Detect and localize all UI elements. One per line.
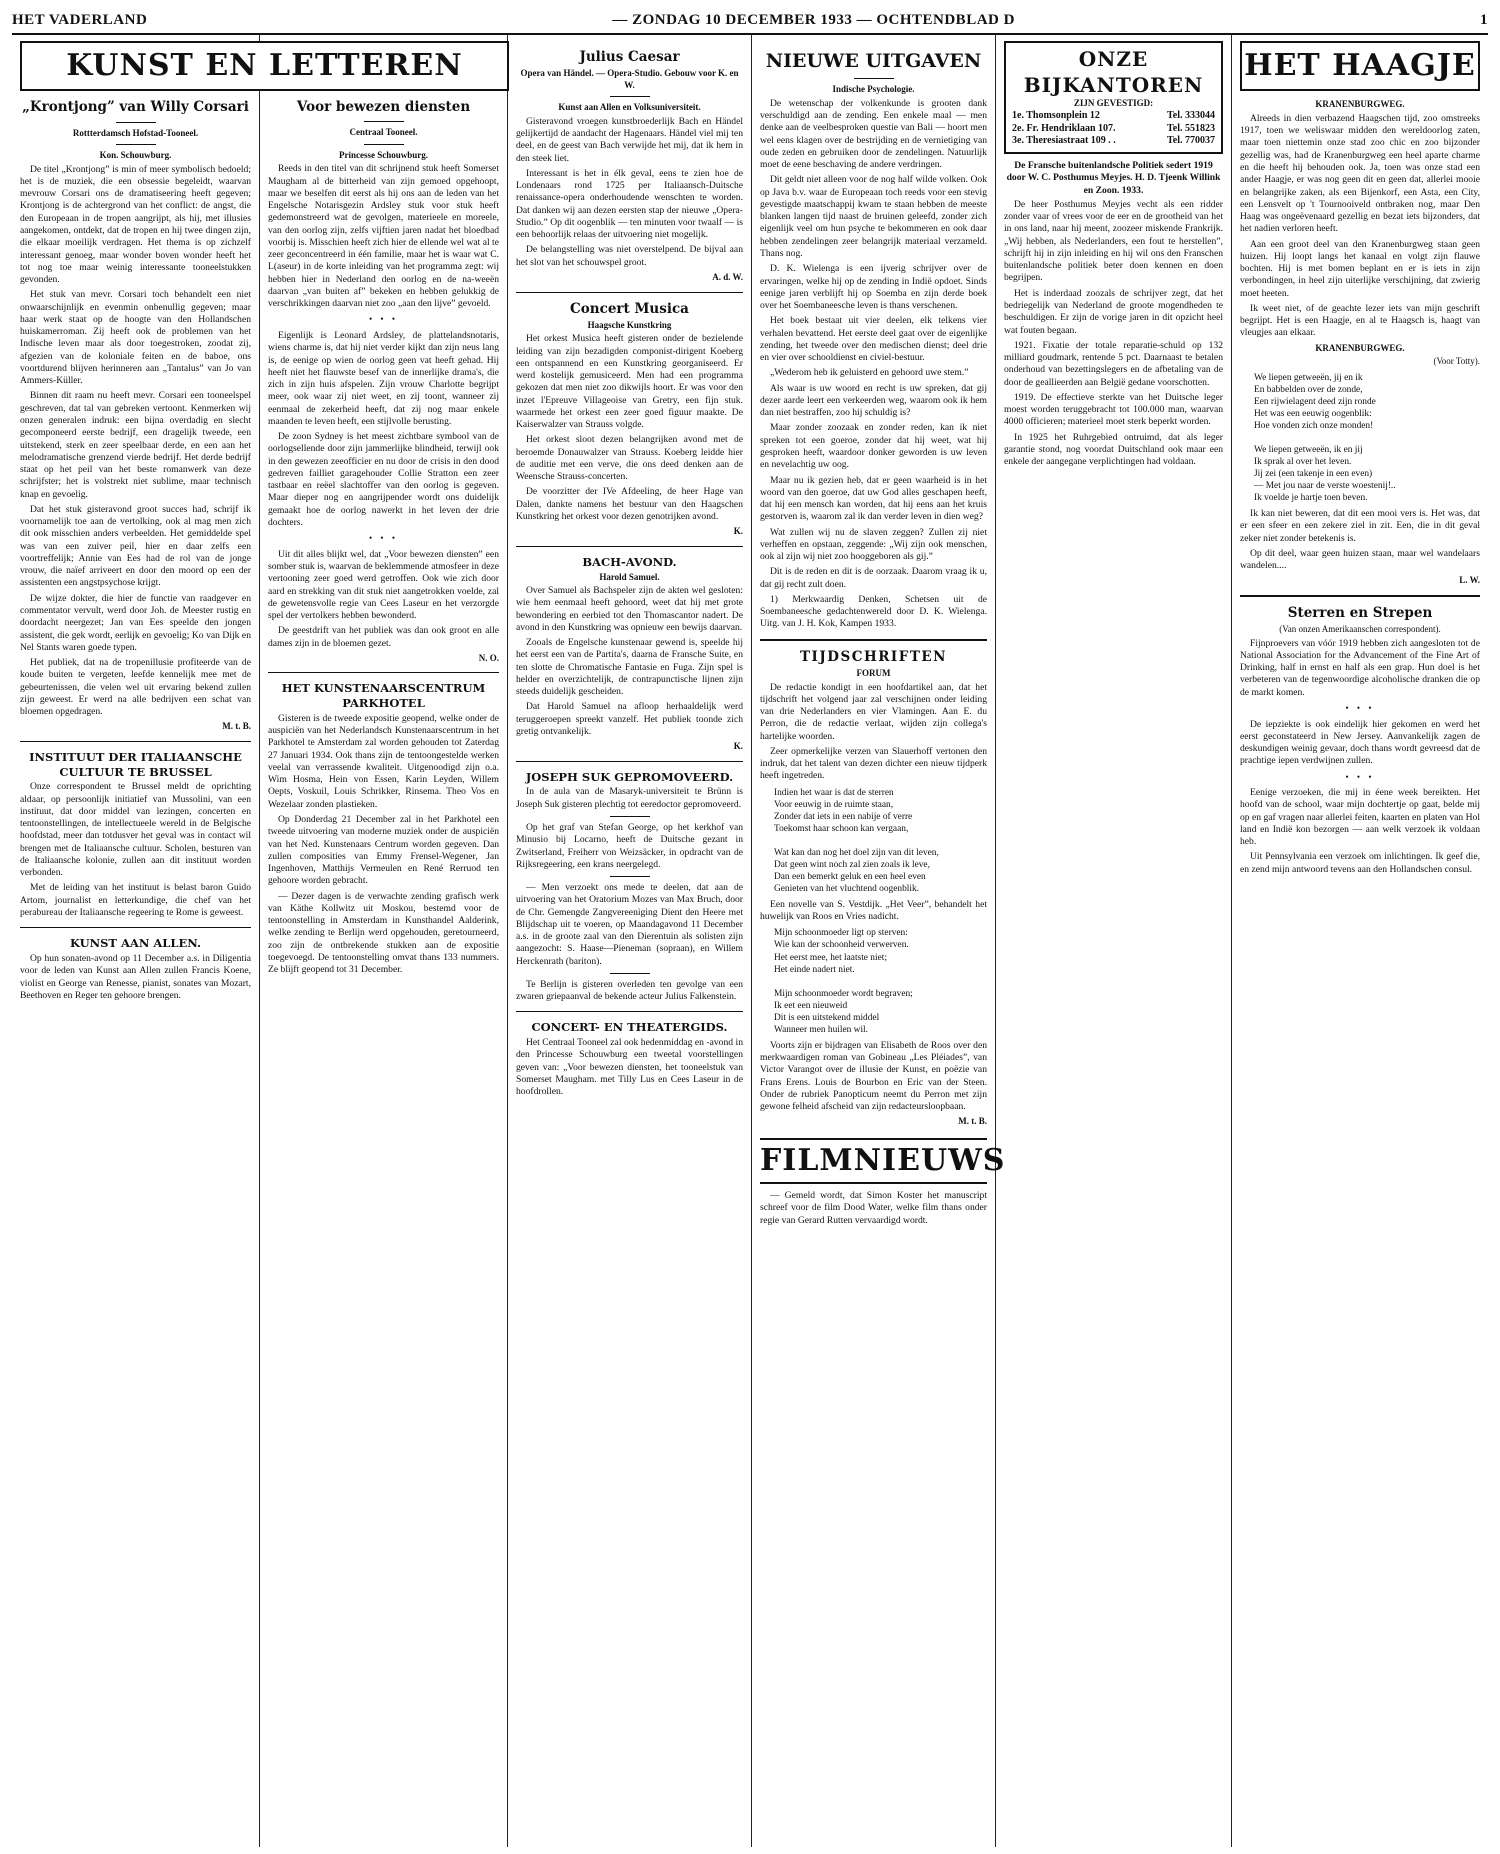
paragraph: Interessant is het in élk geval, eens te zien hoe de Londenaars rond 1725 per Italiaansch-Duitsche renaissance-opera onderhoudende wenschten te worden. Dat danken wij aan dezen eersten stap der nieuwe „Opera-Studio.” Op dit oogenblik — ten minuten voor twaalf — is een behoorlijk relaas der uitvoering niet mogelijk. [516,167,743,241]
paragraph: Aan een groot deel van den Kranenburgweg staan geen huizen. Hij loopt langs het kanaal en volgt zijn flauwe bochten. Hij is met bomen beplant en er is iets in zijn verbondingen, in heel zijn uiterlijke verschijning, dat zwierig moet heeten. [1240,238,1480,299]
footnote: 1) Merkwaardig Denken, Schetsen uit de Soembaneesche gedachtenwereld door D. K. Wielenga. Uitg. van J. H. Kok, Kampen 1933. [760,593,987,630]
poem-stanza-break [1254,432,1480,444]
poem-line: Dan een bemerkt geluk en een heel even [774,871,926,882]
poem-line: We liepen getweeën, ik en jij [1254,444,1363,455]
paragraph: De wetenschap der volkenkunde is grooten dank verschuldigd aan de zending. Een enkele maal — men denke aan de veelbesproken questie van Bali — hoort men wel eens klagen over de bestrijding en de vernietiging van oude zeden en gebruiken door de zendelingen. Natuurlijk moet de eene beschaving de andere verdringen. [760,97,987,171]
poem-line: Wie kan der schoonheid verwerven. [774,940,909,951]
poem-line: Het eerst mee, het laatste niet; [774,952,887,963]
article-venue: Princesse Schouwburg. [338,149,428,160]
paragraph: Op dit deel, waar geen huizen staan, maar wel wandelaars wandelen.... [1240,547,1480,572]
divider [854,78,894,79]
paragraph: Uit dit alles blijkt wel, dat „Voor bewezen diensten” een somber stuk is, waarvan de beklemmende atmosfeer in deze vertooning zeer goed werd getroffen. Ook wie zich door aard en strekking van dit stuk niet aangetrokken voelde, zal de gewetensvolle regie van Cees Laseur en het verzorgde spel der vertolkers hebben bewonderd. [268,548,499,622]
paragraph: Het is inderdaad zoozals de schrijver zegt, dat het bedriegelijk van Nederland de groote mogendheden te beschuldigen. Er zijn de vorige jaren in dit opzicht heel wat fouten begaan. [1004,287,1223,336]
poem-stanza-break [774,976,987,988]
office-phone: Tel. 770037 [1167,135,1215,147]
divider [760,639,987,641]
divider [1240,595,1480,597]
poem-line: — Met jou naar de verste woestenij!.. [1254,481,1396,491]
divider [364,121,404,122]
paragraph: Te Berlijn is gisteren overleden ten gevolge van een zwaren griepaanval de bekende acteur Julius Falkenstein. [516,978,743,1003]
divider [610,876,650,877]
branch-offices-title: ONZE BIJKANTOREN [1023,47,1204,97]
column-6 [1232,35,1488,1847]
paragraph: Op hun sonaten-avond op 11 December a.s. in Diligentia voor de leden van Kunst aan Allen zullen Francis Koene, violist en George van Renesse, pianist, sonates van Mozart, Beethoven en Reger ten gehoore brengen. [20,952,251,1001]
paragraph: Op het graf van Stefan George, op het kerkhof van Minusio bij Locarno, heeft de Duitsche gezant in Zwitserland, Freiherr von Weizsäcker, in opdracht van de Rijksregeering, een krans neergelegd. [516,821,743,870]
poem-line: Wat kan dan nog het doel zijn van dit leven, [774,847,939,858]
divider [20,741,251,742]
column-3 [508,35,752,1847]
article-subtitle: FORUM [856,667,891,678]
divider [268,672,499,673]
paragraph: Dat het stuk gisteravond groot succes had, schrijf ik voornamelijk toe aan de vertolking, ook al mag men zich dit ook misschien anders verbeelden. Het gemiddelde spel was van een zuiver peil, hier en daar zelfs een voortreffelijk; Annie van Ees had de rol van de jonge vrouw, die naïef arriveert en door den moord op een der assistenten een angstpsychose krijgt. [20,503,251,589]
poem-line: Het was een eeuwig oogenblik: [1254,408,1372,419]
paragraph: Onze correspondent te Brussel meldt de oprichting aldaar, op persoonlijk initiatief van Mussolini, van een instituut, dat door middel van lezingen, concerten en tentoonstellingen, de intellectueele wereld in de Belgische hoofdstad, meer dan totdusver het geval was in contact wil brengen met de Italiaansche cultuur. Scholen, besturen van de Italiaansche kolonie, zullen aan dit instituut worden verbonden. [20,781,251,879]
poem-line: Ik voelde je hartje toen beven. [1254,493,1368,504]
paragraph: 1919. De effectieve sterkte van het Duitsche leger moest worden teruggebracht tot 100.000 man, waarvan 4000 officieren; materieel moet sterk beperkt worden. [1004,391,1223,428]
paragraph: — Gemeld wordt, dat Simon Koster het manuscript schreef voor de film Dood Water, welke film thans onder regie van Gerard Rutten vervaardigd wordt. [760,1190,987,1226]
paragraph: Eigenlijk is Leonard Ardsley, de plattelandsnotaris, wiens charme is, dat hij niet verder kijkt dan zijn neus lang is, de eenige op wien de oorlog geen vat heeft gehad. Hij heeft niet het flauwste besef van de innerlijke drama's, die zich in zijn huis afspelen. Zijn vrouw Charlotte begrijpt meer, ook waar zij niet weet, en zij toont, wanneer zij eenmaal de zekerheid heeft, dat zij nog maar enkele maanden te leven heeft, een stijlvolle berusting. [268,330,499,427]
office-phone: Tel. 551823 [1167,122,1215,134]
masthead-page-number: 1 [1480,12,1488,28]
section-banner: KUNST EN LETTEREN [20,41,509,91]
paragraph: Over Samuel als Bachspeler zijn de akten wel gesloten: wie hem eenmaal heeft gehoord, weet dat hij met grote bewondering en eerbied tot den Thomascantor nadert. De avond in den Kunstkring was opnieuw een bewijs daarvan. [516,585,743,633]
paragraph: Wat zullen wij nu de slaven zeggen? Zullen zij niet verheffen en opstaan, zeggende: „Wij zijn ook menschen, ook al zijn wij niet zoo hooggeboren als gij.” [760,526,987,563]
paragraph: Het boek bestaat uit vier deelen, elk telkens vier verhalen bevattend. Het eerste deel gaat over de eigenlijke zending, het tweede over den medischen dienst; deel drie en vier over schooldienst en civiel-bestuur. [760,315,987,364]
divider [516,546,743,547]
author-signature: K. [733,741,743,752]
paragraph: D. K. Wielenga is een ijverig schrijver over de ervaringen, welke hij op de zending in Indië opdoet. Sinds eenige jaren verblijft hij op Soemba en zijn derde boek over het Soembaneesche leven is thans verschenen. [760,263,987,312]
article-title-instituut: INSTITUUT DER ITALIAANSCHE CULTUUR TE BRUSSEL [29,749,242,779]
paragraph: De wijze dokter, die hier de functie van raadgever en commentator vervult, werd door Joh. de Meester rustig en doordacht neergezet; Jan van Ees speelde den jongen assistent, die gek wordt, eerlijk en gevoelig; Ko van Dijk en Nel Stants waren goede typen. [20,592,251,653]
het-haagje-banner: HET HAAGJE [1240,41,1480,91]
divider [20,927,251,928]
branch-offices-box [1004,41,1223,154]
paragraph: De redactie kondigt in een hoofdartikel aan, dat het tijdschrift het volgend jaar zal verschijnen onder leiding van drie Nederlanders en vier Vlamingen. Aan E. du Perron, die de redactie verlaat, wijden zijn collega's hartelijke woorden. [760,681,987,742]
column-5 [996,35,1232,1847]
article-subtitle: Indische Psychologie. [832,84,915,95]
paragraph: Het Centraal Tooneel zal ook hedenmiddag en -avond in den Princesse Schouwburg een tweetal voorstellingen geven van: „Voor bewezen diensten, het tooneelstuk van Somerset Maugham. met Tilly Lus en Cees Laseur in de hoofdrollen. [516,1037,743,1098]
paragraph: „Wederom heb ik geluisterd en gehoord uwe stem.” [770,367,969,379]
author-signature: L. W. [1459,575,1480,586]
article-title-julius-caesar: Julius Caesar [579,49,680,65]
poem-line: Toekomst haar schoon kan vergaan, [774,823,909,834]
article-title-concert-musica: Concert Musica [570,300,689,317]
poem-stanza-break [774,835,987,847]
poem-line: Mijn schoonmoeder ligt op sterven: [774,928,908,939]
article-title-voor-bewezen-diensten: Voor bewezen diensten [296,99,471,115]
paragraph: Voorts zijn er bijdragen van Elisabeth de Roos over den merkwaardigen roman van Gobineau „Les Pléiades”, van Victor Varangot over de illusie der Kunst, en poëzie van Frans Erens. Louis de Bourbon en Eric van der Steen. Onder de rubriek Panopticum neemt du Perron met zijn gewone felheid afscheid van zijn redacteursloopbaan. [760,1039,987,1113]
paragraph: Maar zonder zoozaak en zonder reden, kan ik niet spreken tot een goeroe, zonder dat hij weet, wat hij gesproken heeft, waardoor donker geworden is uw leven en nevelachtig uw oog. [760,422,987,471]
paragraph: Ik kan niet beweren, dat dit een mooi vers is. Het was, dat er een sfeer en een zekere ziel in zit. Een, die in dit geval zeker niet zonder betekenis is. [1240,508,1480,544]
paragraph: Gisteravond vroegen kunstbroederlijk Bach en Händel gelijkertijd de aandacht der Hagenaars. Händel viel mij ten deel, en de geest van Bach verwijde het mij, dat ik hem in den steek liet. [516,115,743,164]
poem-line: Ik eet een nieuweid [774,1000,848,1011]
office-row [1012,123,1215,136]
poem-line: En babbelden over de zonde, [1254,384,1363,395]
article-subtitle: KRANENBURGWEG. [1315,99,1405,110]
author-signature: M. t. B. [222,721,251,732]
office-address: 3e. Theresiastraat 109 . . [1012,135,1116,147]
paragraph: In 1925 het Ruhrgebied ontruimd, dat als leger garantie stond, nog voordat Duitschland ook maar een enkele der aangegane verplichtingen had voldaan. [1004,431,1223,468]
poem-line: We liepen getweeën, jij en ik [1254,372,1363,383]
divider [516,761,743,762]
article-subtitle: Centraal Tooneel. [349,127,418,138]
poem-line: Indien het waar is dat de sterren [774,787,894,798]
divider [116,122,156,123]
poem-quote-1 [774,787,987,895]
paragraph: — Dezer dagen is de verwachte zending grafisch werk van Käthe Kollwitz uit Moskou, bestemd voor de tentoonstelling in Amsterdam in Kunsthandel Aalderink, welke zending te Berlijn werd opgehouden, geretourneerd, zoo zijn de ontbrekende stukken aan de expositie toegevoegd. De tentoonstelling omvat thans 133 nummers. Ze blijft geopend tot 31 December. [268,890,499,976]
paragraph: Een novelle van S. Vestdijk. „Het Veer”, behandelt het huwelijk van Roos en Vries nadicht. [760,898,987,923]
paragraph: Het orkest sloot dezen belangrijken avond met de beroemde Donauwalzer van Strauss. Koeberg leidde hier de auditie met een verve, die ons deed denken aan de Weensche Strauss-concerten. [516,434,743,483]
paragraph: De geestdrift van het publiek was dan ook groot en alle dames zijn in de bloemen gezet. [268,625,499,649]
divider [116,144,156,145]
section-ornament: • • • [369,533,398,544]
masthead [12,12,1488,35]
paragraph: Zeer opmerkelijke verzen van Slauerhoff vertonen den indruk, dat het talent van dezen dichter een nieuw tijdperk heeft ingetreden. [760,745,987,782]
poem-line: Het einde nadert niet. [774,964,855,975]
divider [364,144,404,145]
paragraph: Eenige verzoeken, die mij in éene week bereikten. Het hoofd van de school, waar mijn dochtertje op gaat, belde mij op en gaf vragen naar allerlei feiten, kaarten en platen van Hol land en Indië kon bezorgen — aan welk verzoek ik voldaan heb. [1240,787,1480,848]
office-phone: Tel. 333044 [1167,109,1215,121]
paragraph: 1921. Fixatie der totale reparatie-schuld op 132 milliard goudmark, rentende 5 pct. Daarnaast te betalen onderhoud van bezettingslegers en de afbetaling van de door de geallieerden aan België gedane voorschotten. [1004,339,1223,388]
paragraph: Uit Pennsylvania een verzoek om inlichtingen. Ik geef die, en zend mijn antwoord tevens aan den Hollandschen consul. [1240,851,1480,875]
author-signature: K. [733,526,743,537]
section-ornament: • • • [1345,771,1375,782]
paragraph: Dit is de reden en dit is de oorzaak. Daarom vraag ik u, dat gij recht zult doen. [760,566,987,590]
article-title-joseph-suk: JOSEPH SUK GEPROMOVEERD. [525,769,734,784]
poem-line: Ik sprak al over het leven. [1254,456,1352,467]
masthead-date-edition: — ZONDAG 10 DECEMBER 1933 — OCHTENDBLAD D [612,12,1015,28]
office-row [1012,110,1215,123]
article-subtitle: Haagsche Kunstkring [587,319,672,330]
poem-line: Dat geen wint noch zal zien zoals ik leve, [774,859,930,870]
poem-line: Dit is een uitstekend middel [774,1012,880,1023]
author-signature: M. t. B. [958,1116,987,1127]
poem-line: Mijn schoonmoeder wordt begraven; [774,988,913,999]
filmnieuws-banner: FILMNIEUWS [760,1138,987,1184]
poem-dedication: (Voor Totty). [1433,356,1480,367]
article-title-theatergids: CONCERT- EN THEATERGIDS. [531,1020,728,1035]
article-title-kunst-aan-allen: KUNST AAN ALLEN. [70,936,201,951]
divider [610,96,650,97]
paragraph: In de aula van de Masaryk-universiteit te Brünn is Joseph Suk gisteren plechtig tot eeredoctor gepromoveerd. [516,786,743,810]
article-title-tijdschriften: TIJDSCHRIFTEN [800,648,947,665]
paragraph: Maar nu ik gezien heb, dat er geen waarheid is in het woord van den goeroe, dat uw God alles geschapen heeft, dat hij een mensch kan worden, dat hij eens aan het kruis gestorven is, waarom zal ik dan verder leven in dien weg? [760,474,987,523]
author-signature: N. O. [478,652,499,663]
paragraph: Het orkest Musica heeft gisteren onder de bezielende leiding van zijn bezadigden componist-dirigent Koeberg een ontspannend en een Kunstkring georganiseerd. Er werd kostelijk gemusiceerd. Men had een programma gekozen dat men niet zoo dikwijls hoort. Er was voor den inzet l'Epreuve Villageoise van Gretry, een fijn stuk. waarmede het orkest een zeer goed figuur maakte. De Kaiserwalzer van Strauss volgde. [516,333,743,431]
divider [610,973,650,974]
section-ornament: • • • [369,314,398,325]
paragraph: De zoon Sydney is het meest zichtbare symbool van de oorlogsellende door zijn jammerlijke blindheid, terwijl ook in den gewezen zeeofficier en nu door de crisis in den dood gedreven failliet garagehouder Collie Stratton een zeer tastbaar en reëel slachtoffer van den oorlog is gegeven. Maar dieper nog en aangrijpender wordt ons duidelijk gemaakt hoe de oorlog nawerkt in het leven der drie dochters. [268,431,499,528]
paragraph: — Men verzoekt ons mede te deelen, dat aan de uitvoering van het Oratorium Mozes van Max Bruch, door de Chr. Gemengde Zangvereeniging Dient den Heere met Blijdschap uit te voeren, op Maandagavond 11 December a.s. in de groote zaal van den Dierentuin als solisten zijn aangezocht: S. Haase—Pieneman (sopraan), en Willem Herckenrath (bariton). [516,882,743,967]
article-title-parkhotel: HET KUNSTENAARSCENTRUM PARKHOTEL [281,681,486,711]
paragraph: De belangstelling was niet overstelpend. De bijval aan het slot van het schouwspel groot. [516,244,743,268]
columns [12,35,1488,1847]
branch-offices-subtitle: ZIJN GEVESTIGD: [1073,98,1154,109]
paragraph: Met de leiding van het instituut is belast baron Guido Artom, journalist en letterkundige, die chef van het perabureau der Italiaansche regeering te Rome is geweest. [20,882,251,918]
office-row [1012,135,1215,148]
paragraph: Alreeds in dien verbazend Haagschen tijd, zoo omstreeks 1917, toen we weliswaar midden den wereldoorlog zaten, maar toen niettemin onze stad zoo chic en zoo bijzonder gezellig was, had de Kranenburgweg een heel aparte charme en die heeft hij behouden ook. Ja, toen was onze stad een ander Haagje, er was nog geen dit en geen dat, allerlei mooie en belangrijke zaken, als een Bijenkorf, een Asta, een City, een Lensvelt op 't Tournooiveld ontbraken nog, maar Den Haag was ongeëvenaard gezellig en bezat iets bijzonders, dat het nadien verloren heeft. [1240,112,1480,235]
paragraph: Zooals de Engelsche kunstenaar gewend is, speelde hij het eerst een van de Partita's, daarna de Fransche Suite, en ten slotte de Chromatische Fantasie en Fuga. Zijn spel is helder en overzichtelijk, de contrapunctische lijnen zijn steeds duidelijk gescheiden. [516,637,743,698]
article-title-krontjong: „Krontjong” van Willy Corsari [22,99,249,116]
article-title-bach-avond: BACH-AVOND. [582,554,677,569]
article-subtitle: Opera van Händel. — Opera-Studio. Gebouw voor K. en W. [520,68,739,90]
poem-line: Voor eeuwig in de ruimte staan, [774,799,894,810]
paragraph: Gisteren is de tweede expositie geopend, welke onder de auspiciën van het Nederlandsch Kunstenaarscentrum in het Parkhotel te Amsterdam zal worden gehouden tot Zaterdag 27 Januari 1934. Ook thans zijn de tentoongestelde werken veelal van verrassende kwaliteit. Uitgenoodigd zijn o.a. Wim Hosma, Hein von Essen, Karin Leyden, Willem Oepts, Voskuil, Louis Schrikker, Rinsema. Theo Vos en Wezelaar zonden plastieken. [268,712,499,810]
article-venue: Kon. Schouwburg. [99,150,172,161]
article-title-sterren-en-strepen: Sterren en Strepen [1287,604,1433,621]
article-subtitle: (Van onzen Amerikaanschen correspondent). [1279,624,1441,635]
paragraph: Het stuk van mevr. Corsari toch behandelt een niet onwaarschijnlijk en evenmin onbenullig gegeven; maar haar werk staat op de hoogte van den Hollandschen huiskamerroman. Zij heeft ook de problemen van het Indische leven maar als door toegestroken, zoodat zij, afgezien van de koloniale feiten en de baboe, ons voortdurend blijven herinneren aan „Tantalus” van Jo van Ammers-Küller. [20,289,251,387]
paragraph: Als waar is uw woord en recht is uw spreken, dat gij dezer aarde leert een verkeerden weg, waarom ook ik hem dan niet bestraffen, zoo hij schuldig is? [760,382,987,419]
paragraph: De iepziekte is ook eindelijk hier gekomen en werd het eerst geconstateerd in New Jersey. Aanvankelijk zagen de deskundigen weinig gevaar, doch thans wordt gevreesd dat de prachtige iepen verdwijnen zullen. [1240,718,1480,767]
paragraph: De heer Posthumus Meyjes vecht als een ridder zonder vaar of vrees voor de eer en de grootheid van het in ons land, naar hij meent, zoozeer miskende Frankrijk. „Wij hebben, als Nederlanders, een fout te herstellen”, schrijft hij in zijn inleiding en hij wil ons den Franschen buitenlandsche politiek beter doen kennen en doen begrijpen. [1004,198,1223,284]
paragraph: Dat Harold Samuel na afloop herhaaldelijk werd teruggeroepen spreekt vanzelf. Het publiek toonde zich gretig ontvankelijk. [516,701,743,737]
paragraph: Het publiek, dat na de tropenillusie profiteerde van de koude buiten te vergeten, leefde kennelijk mee met de gebeurtenissen, die velen wel uit ervaring bekend zullen zijn geweest. Er werd na alle bedrijven een schat van bloemen opgedragen. [20,657,251,718]
poem-quote-2 [774,927,987,1035]
article-subtitle: Harold Samuel. [599,571,660,582]
poem-title: KRANENBURGWEG. [1315,342,1405,353]
masthead-newspaper-name: HET VADERLAND [12,12,148,28]
paragraph: Op Donderdag 21 December zal in het Parkhotel een tweede uitvoering van moderne muziek onder de auspiciën van het Ned. Kunstenaars Centrum worden gegeven. Dan zullen composities van Emmy Frensel-Wegener, Jan Ingenhoven, Matthijs Vermeulen en René Rerruod ten gehoore worden gebracht. [268,813,499,887]
poem-line: Genieten van het vluchtend oogenblik. [774,883,920,894]
poem-kranenburgweg [1254,372,1480,504]
article-title-nieuwe-uitgaven: NIEUWE UITGAVEN [765,50,982,72]
paragraph: Reeds in den titel van dit schrijnend stuk heeft Somerset Maugham al de bitterheid van zijn gemoed opgehoopt, maar we beselfen dit eerst als hij ons aan de leden van het Engelsche Notarisgezin Ardsley stuk voor stuk heeft gedemonstreerd wat de gevolgen, materieele en moreele, van den oorlog zijn, zelfs vijftien jaren nadat het bloedbad voorbij is. Misschien heeft zich hier de ellende wel wat al te zeer geconcentreerd in één familie, maar het is waar wat C. L(aseur) in de korte inleiding van het programma zegt: wij hebben hier in Nederland den oorlog en de na-weeën daarvan „van buiten af” bekeken en hebben gelukkig de verschrikkingen daarvan niet zoo „aan den lijve” gevoeld. [268,163,499,310]
divider [610,816,650,817]
paragraph: Ik weet niet, of de geachte lezer iets van mijn geschrift begrijpt. Het is een Haagje, en al te Haagsch is, haagt van vleugjes aan elkaar. [1240,302,1480,339]
article-subtitle: Rottterdamsch Hofstad-Tooneel. [72,127,199,138]
paragraph: Dit geldt niet alleen voor de nog half wilde volken. Ook op Java b.v. waar de Europeaan toch reeds voor een stevig gevestigde maatschappij kwam te staan hebben de meeste blanken langen tijd naast de bruinen geleefd, zonder zich eigenlijk veel om hun psyche te bekommeren en ook daar hebben zendelingen zeer belangrijk materiaal verzameld. Thans nog. [760,174,987,260]
poem-line: Wanneer men huilen wil. [774,1024,869,1035]
office-address: 1e. Thomsonplein 12 [1012,109,1100,121]
poem-line: Hoe vonden zich onze monden! [1254,420,1374,431]
poem-line: Jij zei (een takenje in een even) [1254,468,1373,479]
office-address: 2e. Fr. Hendriklaan 107. [1012,122,1116,134]
divider [516,292,743,293]
article-venue: Kunst aan Allen en Volksuniversiteit. [558,102,701,113]
paragraph: De titel „Krontjong” is min of meer symbolisch bedoeld; het is de muziek, die een obsessie begeleidt, waarvan mevrouw Corsari ons de dramatiseering heeft gegeven; Krontjong is de achtergrond van het conflict: de angst, die den Europeaan in de tropen aangrijpt, als hij, met illusies aangekomen, ontdekt, dat de tropen en hij twee dingen zijn, die elkaar moeilijk verdragen. Het thema is op zichzelf interessant genoeg, maar wonder boven wonder heeft het tot nog toe maar weinig interessante tooneelstukken gevonden. [20,163,251,286]
author-signature: A. d. W. [712,272,743,282]
paragraph: Binnen dit raam nu heeft mevr. Corsari een tooneelspel geschreven, dat tal van gebreken vertoont. Kenmerken wij onzen generalen indruk: een bijna overdadig en slecht gecomponeerd eerste bedrijf, een dragelijk tweede, een uitstekend, sterk en zeer speelbaar derde, en een aan het melodramatische grenzend vierde bedrijf. Het derde bedrijf staat op het peil van het beste romanwerk van deze schrijfster; het is volstrekt niet sublime, maar technisch knap en gevoelig. [20,390,251,500]
poem-line: Een rijwielagent deed zijn ronde [1254,396,1376,407]
column-4 [752,35,1006,1847]
section-ornament: • • • [1345,703,1375,714]
paragraph: De voorzitter der IVe Afdeeling, de heer Hage van Dalen, dankte namens het bestuur van den Haagschen Kunstkring het orkest voor dezen genotrijken avond. [516,486,743,523]
divider [516,1011,743,1012]
poem-line: Zonder dat iets in een nabije of verre [774,811,913,822]
paragraph: Fijnproevers van vóór 1919 hebben zich aangesloten tot de National Association for the Advancement of the Fine Art of Drinking, half in ernst en half als een grap. Hun doel is het verbeteren van de tegenwoordige alcoholische dranken die op de markt komen. [1240,637,1480,698]
book-review-title: De Fransche buitenlandsche Politiek sedert 1919 door W. C. Posthumus Meyjes. H. D. Tjeenk Willink en Zoon. 1933. [1006,160,1221,196]
column-2 [260,35,508,1847]
